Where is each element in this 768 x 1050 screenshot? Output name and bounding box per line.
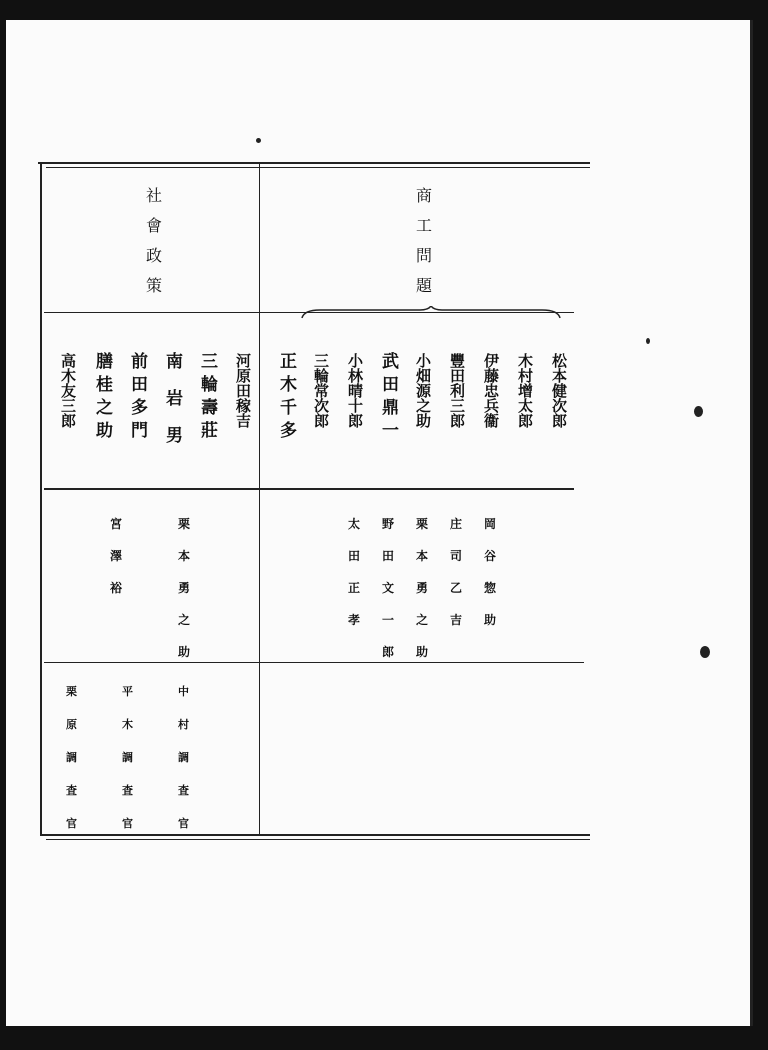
staff-name-char: 之 <box>416 613 429 627</box>
member-name-char: 藤 <box>484 367 500 385</box>
official-name-char: 栗 <box>66 685 77 698</box>
member-name-char: 田 <box>450 367 466 385</box>
member-name-char: 之 <box>96 398 113 418</box>
member-name <box>236 354 251 429</box>
member-name-char: 南 <box>166 352 183 372</box>
member-name-char: 莊 <box>201 421 218 441</box>
staff-name-char: 助 <box>416 645 429 659</box>
member-name-char: 正 <box>280 352 297 372</box>
speck-dot <box>700 646 710 658</box>
staff-name <box>450 518 462 626</box>
member-name <box>280 354 297 440</box>
member-name-char: 輪 <box>201 375 218 395</box>
staff-name <box>348 518 360 626</box>
official-name-char: 官 <box>122 817 133 830</box>
member-name-char: 小 <box>348 352 364 370</box>
member-name-char: 忠 <box>484 382 500 400</box>
member-name-char: 小 <box>416 352 432 370</box>
member-name-char: 畑 <box>416 367 432 385</box>
staff-name-char: 岡 <box>484 517 497 531</box>
member-name <box>552 354 567 429</box>
staff-name <box>416 518 428 658</box>
staff-name-char: 栗 <box>416 517 429 531</box>
left-header-char: 社 <box>146 186 163 205</box>
left-header <box>146 188 162 294</box>
member-name <box>382 354 399 440</box>
center-divider <box>259 163 260 835</box>
member-name <box>416 354 431 429</box>
staff-name <box>110 518 122 594</box>
official-name-char: 調 <box>122 751 133 764</box>
staff-name-char: 本 <box>416 549 429 563</box>
top-rule <box>38 162 590 164</box>
official-name <box>66 686 77 829</box>
member-name-char: 田 <box>236 382 252 400</box>
official-name <box>122 686 133 829</box>
member-name-char: 晴 <box>348 382 364 400</box>
left-header-char: 策 <box>146 276 163 295</box>
staff-name <box>484 518 496 626</box>
bottom-rule <box>40 834 590 836</box>
member-name <box>96 354 113 440</box>
staff-name-char: 勇 <box>178 581 191 595</box>
member-name-char: 門 <box>131 421 148 441</box>
speck-dot <box>646 338 650 344</box>
left-header-char: 政 <box>146 246 163 265</box>
right-header-char: 題 <box>416 276 433 295</box>
member-name-char: 郎 <box>314 412 330 430</box>
member-name <box>166 354 183 445</box>
member-name-char: 壽 <box>201 398 218 418</box>
member-name-char: 豐 <box>450 352 466 370</box>
staff-name-char: 本 <box>178 549 191 563</box>
official-name-char: 中 <box>178 685 189 698</box>
staff-name-char: 野 <box>382 517 395 531</box>
member-name-char: 三 <box>450 397 466 415</box>
member-name-char: 三 <box>61 397 77 415</box>
member-name-char: 武 <box>382 352 399 372</box>
staff-name-char: 一 <box>382 613 395 627</box>
member-name-char: 友 <box>61 382 77 400</box>
official-name-char: 原 <box>66 718 77 731</box>
member-name-char: 太 <box>518 397 534 415</box>
member-name-char: 增 <box>518 382 534 400</box>
member-name-char: 吉 <box>236 412 252 430</box>
staff-name-char: 吉 <box>450 613 463 627</box>
staff-name-char: 裕 <box>110 581 123 595</box>
left-header-char: 會 <box>146 216 163 235</box>
bottom-rule-thin <box>46 839 590 840</box>
staff-name-char: 勇 <box>416 581 429 595</box>
official-name-char: 調 <box>66 751 77 764</box>
member-name <box>348 354 363 429</box>
member-name-char: 伊 <box>484 352 500 370</box>
member-name-char: 男 <box>166 426 183 446</box>
top-rule-thin <box>46 167 590 168</box>
member-name-char: 郎 <box>450 412 466 430</box>
member-name-char: 助 <box>96 421 113 441</box>
staff-name-char: 助 <box>178 645 191 659</box>
staff-name <box>382 518 394 658</box>
member-name-char: 田 <box>131 375 148 395</box>
staff-name-char: 庄 <box>450 517 463 531</box>
member-name <box>484 354 499 429</box>
speck-dot <box>694 406 703 417</box>
member-name-char: 千 <box>280 398 297 418</box>
member-name <box>518 354 533 429</box>
member-name-char: 河 <box>236 352 252 370</box>
member-name-char: 鼎 <box>382 398 399 418</box>
staff-name <box>178 518 190 658</box>
member-name-char: 高 <box>61 352 77 370</box>
member-name <box>201 354 218 440</box>
staff-name-char: 正 <box>348 581 361 595</box>
member-name-char: 田 <box>382 375 399 395</box>
section-divider-2 <box>44 488 574 490</box>
official-name <box>178 686 189 829</box>
member-name-char: 一 <box>382 421 399 441</box>
member-name-char: 次 <box>314 397 330 415</box>
official-name-char: 村 <box>178 718 189 731</box>
member-name-char: 郎 <box>518 412 534 430</box>
member-name-char: 膳 <box>96 352 113 372</box>
member-name-char: 本 <box>552 367 568 385</box>
staff-name-char: 郎 <box>382 645 395 659</box>
member-name-char: 十 <box>348 397 364 415</box>
member-name-char: 桂 <box>96 375 113 395</box>
member-name-char: 原 <box>236 367 252 385</box>
staff-name-char: 孝 <box>348 613 361 627</box>
official-name-char: 平 <box>122 685 133 698</box>
brace-mark <box>300 306 562 320</box>
staff-name-char: 乙 <box>450 581 463 595</box>
official-name-char: 査 <box>66 784 77 797</box>
official-name-char: 官 <box>178 817 189 830</box>
member-name-char: 多 <box>280 421 297 441</box>
member-name-char: 林 <box>348 367 364 385</box>
member-name-char: 助 <box>416 412 432 430</box>
staff-name-char: 惣 <box>484 581 497 595</box>
member-name-char: 三 <box>201 352 218 372</box>
staff-name-char: 田 <box>382 549 395 563</box>
member-name-char: 多 <box>131 398 148 418</box>
member-name-char: 郎 <box>552 412 568 430</box>
member-name-char: 岩 <box>166 389 183 409</box>
member-name-char: 常 <box>314 382 330 400</box>
member-name-char: 衞 <box>484 412 500 430</box>
staff-name-char: 文 <box>382 581 395 595</box>
official-name-char: 木 <box>122 718 133 731</box>
section-divider-3 <box>44 662 584 663</box>
member-name <box>450 354 465 429</box>
member-name-char: 村 <box>518 367 534 385</box>
member-name-char: 利 <box>450 382 466 400</box>
member-name-char: 輪 <box>314 367 330 385</box>
member-name-char: 前 <box>131 352 148 372</box>
staff-name-char: 澤 <box>110 549 123 563</box>
official-name-char: 官 <box>66 817 77 830</box>
staff-name-char: 田 <box>348 549 361 563</box>
speck-dot <box>256 138 261 143</box>
member-name <box>61 354 76 429</box>
staff-name-char: 司 <box>450 549 463 563</box>
right-header-char: 工 <box>416 216 433 235</box>
member-name-char: 兵 <box>484 397 500 415</box>
member-name-char: 稼 <box>236 397 252 415</box>
document-page <box>6 20 753 1026</box>
official-name-char: 調 <box>178 751 189 764</box>
staff-name-char: 宮 <box>110 517 123 531</box>
member-name-char: 郎 <box>348 412 364 430</box>
left-border <box>40 163 42 835</box>
staff-name-char: 谷 <box>484 549 497 563</box>
official-name-char: 査 <box>122 784 133 797</box>
staff-name-char: 栗 <box>178 517 191 531</box>
member-name-char: 次 <box>552 397 568 415</box>
member-name-char: 郎 <box>61 412 77 430</box>
member-name-char: 之 <box>416 397 432 415</box>
staff-name-char: 太 <box>348 517 361 531</box>
member-name-char: 健 <box>552 382 568 400</box>
right-header-char: 問 <box>416 246 433 265</box>
member-name <box>131 354 148 440</box>
staff-name-char: 之 <box>178 613 191 627</box>
member-name-char: 三 <box>314 352 330 370</box>
staff-name-char: 助 <box>484 613 497 627</box>
member-name-char: 木 <box>518 352 534 370</box>
member-name-char: 松 <box>552 352 568 370</box>
member-name-char: 源 <box>416 382 432 400</box>
member-name <box>314 354 329 429</box>
member-name-char: 木 <box>280 375 297 395</box>
right-header <box>416 188 432 294</box>
official-name-char: 査 <box>178 784 189 797</box>
member-name-char: 木 <box>61 367 77 385</box>
right-header-char: 商 <box>416 186 433 205</box>
